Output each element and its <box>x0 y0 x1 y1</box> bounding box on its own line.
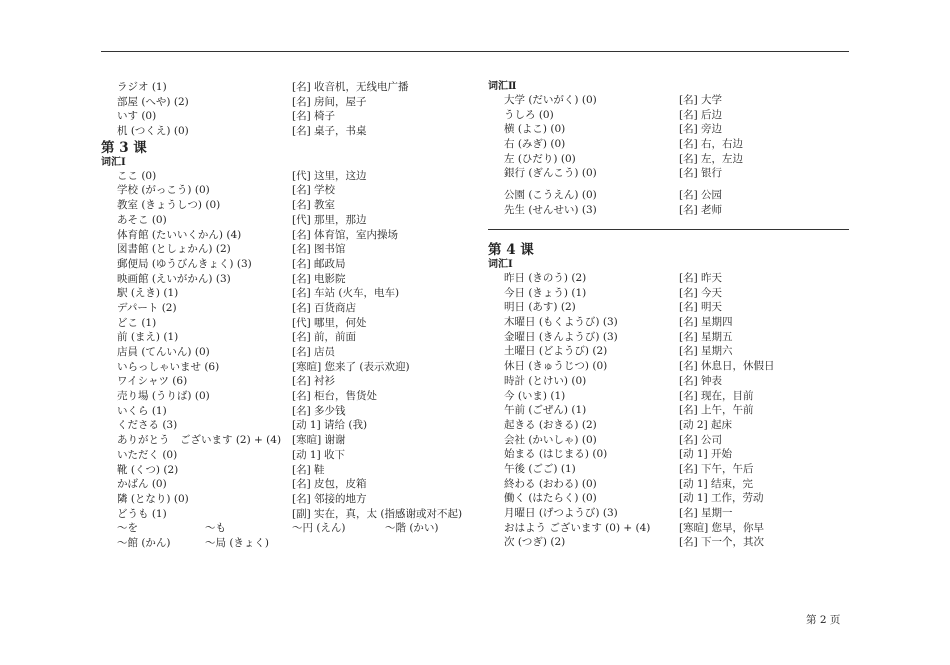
vocab-word: どうも (1) <box>117 507 167 520</box>
vocab-word: 机 (つくえ) (0) <box>117 125 189 138</box>
vocab-meaning: [代] 那里，那边 <box>292 213 367 226</box>
page-number: 第 2 页 <box>806 614 841 626</box>
vocab-word: 先生 (せんせい) (3) <box>504 203 597 216</box>
vocab-meaning: [动 2] 起床 <box>679 418 733 431</box>
vocab-entry <box>101 213 481 228</box>
vocab-word: 横 (よこ) (0) <box>504 123 566 136</box>
vocab-word: いす (0) <box>117 110 157 123</box>
vocab-meaning: [名] 休息日，休假日 <box>679 360 775 373</box>
vocab-entry <box>101 330 481 345</box>
affix-item: ～円 (えん) <box>292 522 346 535</box>
affix-item: ～局 (きょく) <box>205 536 270 549</box>
vocab-word: デパート (2) <box>117 301 177 314</box>
vocab-entry <box>488 300 849 315</box>
lesson-4-vocab-1-label: 词汇Ⅰ <box>488 259 513 270</box>
vocab-2-list <box>488 93 849 181</box>
vocab-entry <box>101 109 481 124</box>
vocab-word: 起きる (おきる) (2) <box>504 418 597 431</box>
vocab-meaning: [名] 鞋 <box>292 463 325 476</box>
vocab-entry <box>101 228 481 243</box>
vocab-word: ここ (0) <box>117 169 157 182</box>
vocab-meaning: [名] 皮包，皮箱 <box>292 478 367 491</box>
header-rule <box>101 51 849 52</box>
vocab-entry <box>101 301 481 316</box>
vocab-meaning: [名] 钟表 <box>679 374 723 387</box>
vocab-word: いくら (1) <box>117 404 167 417</box>
vocab-meaning: [名] 公司 <box>679 433 723 446</box>
vocab-meaning: [名] 明天 <box>679 301 723 314</box>
lesson-3-vocab-list <box>101 169 481 522</box>
vocab-word: 右 (みぎ) (0) <box>504 138 566 151</box>
vocab-entry <box>488 166 849 181</box>
vocab-meaning: [名] 下午，午后 <box>679 462 754 475</box>
vocab-word: いただく (0) <box>117 448 178 461</box>
vocab-word: 会社 (かいしゃ) (0) <box>504 433 597 446</box>
vocab-entry <box>488 535 849 550</box>
vocab-entry <box>488 330 849 345</box>
vocab-meaning: [代] 哪里，何处 <box>292 316 367 329</box>
vocab-meaning: [名] 右，右边 <box>679 138 744 151</box>
affix-item: ～を <box>117 522 138 535</box>
vocab-word: 土曜日 (どようび) (2) <box>504 345 608 358</box>
vocab-entry <box>101 80 481 95</box>
vocab-entry <box>488 433 849 448</box>
vocab-entry <box>488 491 849 506</box>
vocab-meaning: [名] 收音机，无线电广播 <box>292 81 409 93</box>
vocab-entry <box>488 315 849 330</box>
vocab-word: 映画館 (えいがかん) (3) <box>117 272 231 285</box>
vocab-entry <box>101 198 481 213</box>
vocab-entry <box>101 316 481 331</box>
vocab-meaning: [名] 前，前面 <box>292 331 357 344</box>
vocab-word: 木曜日 (もくようび) (3) <box>504 316 618 329</box>
lesson-4-vocab-list <box>488 271 849 550</box>
vocab-meaning: [名] 教室 <box>292 199 336 212</box>
vocab-meaning: [代] 这里，这边 <box>292 169 367 182</box>
vocab-word: 売り場 (うりば) (0) <box>117 390 210 403</box>
vocab-word: 金曜日 (きんようび) (3) <box>504 330 618 343</box>
vocab-word: 終わる (おわる) (0) <box>504 477 597 490</box>
vocab-word: 郵便局 (ゆうびんきょく) (3) <box>117 257 252 270</box>
vocab-word: 銀行 (ぎんこう) (0) <box>504 167 597 180</box>
vocab-meaning: [名] 体育馆，室内操场 <box>292 228 399 241</box>
vocab-meaning: [名] 后边 <box>679 108 723 121</box>
vocab-word: 時計 (とけい) (0) <box>504 374 587 387</box>
vocab-entry <box>101 257 481 272</box>
vocab-entry <box>488 447 849 462</box>
vocab-2-label: 词汇Ⅱ <box>488 81 517 92</box>
vocab-entry <box>488 203 849 218</box>
vocab-meaning: [名] 星期六 <box>679 345 733 358</box>
vocab-word: いらっしゃいませ (6) <box>117 360 220 373</box>
vocab-entry <box>488 152 849 167</box>
vocab-meaning: [名] 公园 <box>679 189 723 202</box>
vocab-meaning: [名] 旁边 <box>679 123 723 136</box>
vocab-word: 駅 (えき) (1) <box>117 287 179 300</box>
vocab-meaning: [名] 学校 <box>292 184 336 197</box>
vocab-entry <box>488 286 849 301</box>
vocab-entry <box>101 286 481 301</box>
vocab-entry <box>101 124 481 139</box>
vocab-entry <box>488 389 849 404</box>
vocab-entry <box>101 272 481 287</box>
vocab-meaning: [动 1] 开始 <box>679 448 733 461</box>
vocab-entry <box>488 93 849 108</box>
vocab-entry <box>488 418 849 433</box>
vocab-word: 明日 (あす) (2) <box>504 301 576 314</box>
vocab-word: 前 (まえ) (1) <box>117 331 179 344</box>
vocab-word: 図書館 (としょかん) (2) <box>117 243 231 256</box>
vocab-meaning: [名] 星期一 <box>679 507 733 519</box>
vocab-meaning: [名] 今天 <box>679 286 723 299</box>
vocab-meaning: [名] 星期五 <box>679 330 733 343</box>
vocab-entry <box>101 404 481 419</box>
vocab-meaning: [名] 车站 (火车，电车) <box>292 287 400 300</box>
vocab-word: 月曜日 (げつようび) (3) <box>504 507 618 519</box>
vocab-word: かばん (0) <box>117 478 167 491</box>
vocab-entry <box>488 188 849 203</box>
vocab-entry <box>488 403 849 418</box>
vocab-word: あそこ (0) <box>117 213 167 226</box>
vocab-entry <box>101 345 481 360</box>
section-divider <box>488 229 849 230</box>
vocab-word: 今日 (きょう) (1) <box>504 286 587 299</box>
vocab-entry <box>101 169 481 184</box>
vocab-word: おはよう ございます (0) + (4) <box>504 521 651 534</box>
vocab-entry <box>488 462 849 477</box>
vocab-meaning: [名] 桌子，书桌 <box>292 125 367 138</box>
vocab-entry <box>101 463 481 478</box>
vocab-word: 次 (つぎ) (2) <box>504 536 566 549</box>
vocab-meaning: [名] 图书馆 <box>292 243 346 256</box>
affix-row <box>101 536 481 551</box>
vocab-entry <box>101 389 481 404</box>
vocab-entry <box>101 507 481 522</box>
right-column <box>488 80 849 218</box>
vocab-entry <box>101 418 481 433</box>
vocab-meaning: [动 1] 工作，劳动 <box>679 492 764 505</box>
vocab-meaning: [名] 邮政局 <box>292 257 346 270</box>
vocab-entry <box>101 492 481 507</box>
lesson-4-title: 第 4 课 <box>488 242 534 258</box>
vocab-word: ラジオ (1) <box>117 81 167 93</box>
vocab-word: 休日 (きゅうじつ) (0) <box>504 360 608 373</box>
vocab-entry <box>488 521 849 536</box>
vocab-word: くださる (3) <box>117 419 178 432</box>
vocab-meaning: [动 1] 结束，完 <box>679 477 754 490</box>
vocab-meaning: [名] 上午，午前 <box>679 404 754 417</box>
vocab-entry <box>101 433 481 448</box>
vocab-entry <box>101 448 481 463</box>
vocab-entry <box>488 137 849 152</box>
affix-row <box>101 521 481 536</box>
vocab-meaning: [名] 左，左边 <box>679 152 744 165</box>
vocab-meaning: [名] 昨天 <box>679 272 723 284</box>
vocab-word: どこ (1) <box>117 316 157 329</box>
lesson-4-section <box>488 242 849 550</box>
vocab-entry <box>488 359 849 374</box>
vocab-word: ワイシャツ (6) <box>117 375 188 388</box>
vocab-word: 大学 (だいがく) (0) <box>504 94 597 106</box>
vocab-meaning: [名] 椅子 <box>292 110 336 123</box>
vocab-meaning: [动 1] 收下 <box>292 448 346 461</box>
vocab-word: 学校 (がっこう) (0) <box>117 184 210 197</box>
vocab-word: 働く (はたらく) (0) <box>504 492 597 505</box>
vocab-entry <box>488 108 849 123</box>
affix-item: ～階 (かい) <box>385 522 439 535</box>
lesson-3-vocab-1-label: 词汇Ⅰ <box>101 156 126 168</box>
vocab-word: 隣 (となり) (0) <box>117 492 189 505</box>
vocab-meaning: [名] 柜台，售货处 <box>292 390 378 403</box>
vocab-entry <box>101 95 481 110</box>
vocab-entry <box>101 477 481 492</box>
lesson-3-title: 第 3 课 <box>101 139 147 156</box>
vocab-word: 左 (ひだり) (0) <box>504 152 576 165</box>
left-column <box>101 80 481 551</box>
vocab-meaning: [名] 电影院 <box>292 272 346 285</box>
vocab-meaning: [名] 邻接的地方 <box>292 492 367 505</box>
vocab-word: 午後 (ごご) (1) <box>504 462 576 475</box>
vocab-meaning: [寒暄] 谢谢 <box>292 434 346 447</box>
vocab-entry <box>488 271 849 286</box>
vocab-list-continued <box>101 80 481 139</box>
vocab-word: 店員 (てんいん) (0) <box>117 346 210 358</box>
vocab-word: 今 (いま) (1) <box>504 389 566 402</box>
vocab-meaning: [名] 多少钱 <box>292 404 346 417</box>
vocab-entry <box>101 183 481 198</box>
vocab-meaning: [动 1] 请给 (我) <box>292 419 368 432</box>
vocab-meaning: [名] 下一个，其次 <box>679 536 765 549</box>
vocab-word: 部屋 (へや) (2) <box>117 95 189 108</box>
vocab-entry <box>488 344 849 359</box>
vocab-word: 靴 (くつ) (2) <box>117 463 179 476</box>
vocab-meaning: [名] 百货商店 <box>292 301 357 314</box>
affix-item: ～も <box>205 522 226 535</box>
vocab-meaning: [名] 银行 <box>679 167 723 180</box>
vocab-meaning: [名] 大学 <box>679 94 723 106</box>
vocab-entry <box>101 242 481 257</box>
vocab-entry <box>488 374 849 389</box>
vocab-meaning: [名] 现在，目前 <box>679 389 754 402</box>
affix-item: ～館 (かん) <box>117 536 171 549</box>
vocab-word: 公園 (こうえん) (0) <box>504 189 597 202</box>
vocab-meaning: [名] 衬衫 <box>292 375 336 388</box>
vocab-entry <box>488 506 849 521</box>
vocab-meaning: [名] 星期四 <box>679 316 733 329</box>
vocab-meaning: [名] 店员 <box>292 346 336 358</box>
vocab-entry <box>101 360 481 375</box>
vocab-word: 教室 (きょうしつ) (0) <box>117 199 221 212</box>
vocab-entry <box>101 374 481 389</box>
vocab-word: 始まる (はじまる) (0) <box>504 448 608 461</box>
vocab-meaning: [名] 老师 <box>679 203 723 216</box>
vocab-meaning: [寒暄] 您早，你早 <box>679 521 765 534</box>
vocab-entry <box>488 477 849 492</box>
vocab-word: 体育館 (たいいくかん) (4) <box>117 228 242 241</box>
vocab-entry <box>488 122 849 137</box>
vocab-word: ありがとう ございます (2) + (4) <box>117 434 282 447</box>
vocab-word: 午前 (ごぜん) (1) <box>504 404 587 417</box>
vocab-2-list-extra <box>488 188 849 217</box>
vocab-word: うしろ (0) <box>504 108 554 121</box>
vocab-meaning: [名] 房间，屋子 <box>292 95 367 108</box>
vocab-meaning: [寒暄] 您来了 (表示欢迎) <box>292 360 410 373</box>
vocab-meaning: [副] 实在，真，太 (指感谢或对不起) <box>292 507 463 520</box>
vocab-word: 昨日 (きのう) (2) <box>504 272 587 284</box>
